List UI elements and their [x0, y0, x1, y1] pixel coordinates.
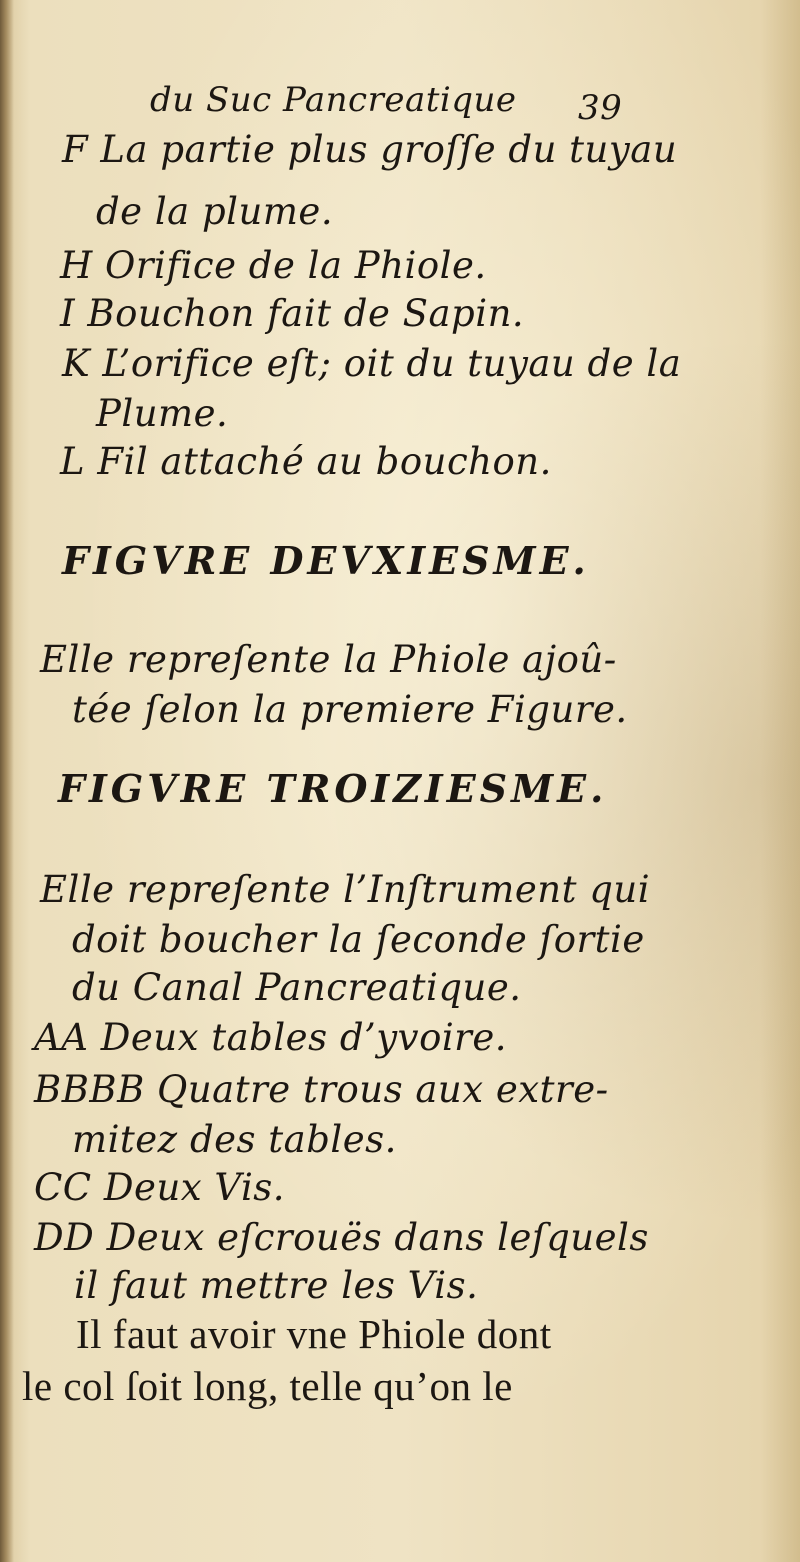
- legend-item-c: CC Deux Vis.: [34, 1166, 286, 1209]
- running-head-title: du Suc Pancreatique: [150, 80, 517, 120]
- body-text-line-1: Il faut avoir vne Phiole dont: [76, 1311, 552, 1357]
- legend-item-i: I Bouchon fait de Sapin.: [60, 292, 525, 335]
- legend-item-f-cont: de la plume.: [96, 190, 334, 233]
- legend-item-d-cont: il faut mettre les Vis.: [74, 1264, 479, 1307]
- legend-item-a: AA Deux tables d’yvoire.: [34, 1016, 508, 1059]
- figure-three-heading: FIGVRE TROIZIESME.: [58, 766, 608, 811]
- legend-item-d: DD Deux eſcrouës dans leſquels: [34, 1216, 649, 1259]
- bleed-through-text: [704, 100, 800, 800]
- legend-item-f: F La partie plus groſſe du tuyau: [62, 128, 678, 171]
- binding-edge: [0, 0, 14, 1562]
- page-number: 39: [578, 88, 623, 128]
- legend-item-k-cont: Plume.: [96, 392, 229, 435]
- body-text-line-2: le col ſoit long, telle qu’on le: [22, 1363, 513, 1409]
- figure-three-line-2: doit boucher la ſeconde ſortie: [72, 918, 645, 961]
- figure-three-line-1: Elle repreſente l’Inſtrument qui: [40, 868, 651, 911]
- legend-item-h: H Orifice de la Phiole.: [60, 244, 487, 287]
- figure-two-line-1: Elle repreſente la Phiole ajoû-: [40, 638, 617, 681]
- legend-item-b: BBBB Quatre trous aux extre-: [34, 1068, 609, 1111]
- figure-three-line-3: du Canal Pancreatique.: [72, 966, 522, 1009]
- legend-item-l: L Fil attaché au bouchon.: [60, 440, 552, 483]
- figure-two-line-2: tée ſelon la premiere Figure.: [72, 688, 628, 731]
- legend-item-k: K L’orifice eſt; oit du tuyau de la: [62, 342, 682, 385]
- figure-two-heading: FIGVRE DEVXIESME.: [62, 538, 590, 583]
- legend-item-b-cont: mitez des tables.: [72, 1118, 397, 1161]
